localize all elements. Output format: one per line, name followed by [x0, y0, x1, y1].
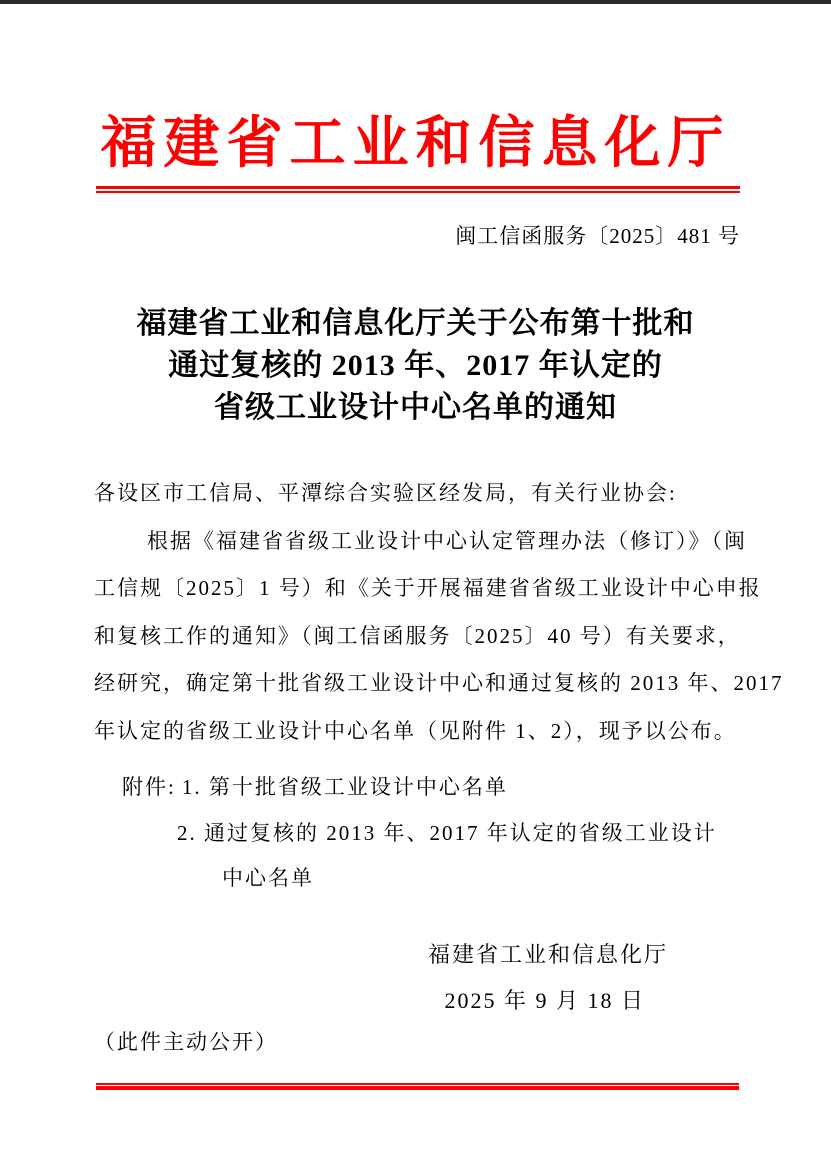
masthead-double-rule — [96, 186, 740, 193]
body-line-3: 和复核工作的通知》（闽工信函服务〔2025〕40 号）有关要求， — [94, 623, 741, 648]
notice-body — [94, 470, 784, 755]
attachment-item-2: 2. 通过复核的 2013 年、2017 年认定的省级工业设计 — [177, 820, 717, 845]
body-line-1: 根据《福建省省级工业设计中心认定管理办法（修订）》（闽 — [147, 528, 747, 553]
attachment-item-1-text: 1. 第十批省级工业设计中心名单 — [181, 775, 508, 799]
issuing-agency-signature: 福建省工业和信息化厅 — [427, 942, 668, 967]
page-top-edge — [0, 0, 831, 4]
body-line-4: 经研究，确定第十批省级工业设计中心和通过复核的 2013 年、2017 — [94, 671, 784, 695]
agency-masthead-title: 福建省工业和信息化厅 — [100, 113, 731, 175]
attachment-item-2-continued: 中心名单 — [222, 866, 314, 890]
notice-title-line-1: 福建省工业和信息化厅关于公布第十批和 — [136, 307, 695, 340]
body-line-5: 年认定的省级工业设计中心名单（见附件 1、2），现予以公布。 — [94, 718, 737, 743]
issue-date: 2025 年 9 月 18 日 — [444, 988, 645, 1013]
attachment-item-1 — [94, 765, 744, 811]
salutation-line: 各设区市工信局、平潭综合实验区经发局，有关行业协会: — [94, 481, 677, 505]
notice-title-line-3: 省级工业设计中心名单的通知 — [214, 391, 617, 424]
attachments-list — [94, 765, 744, 902]
notice-title-line-2: 通过复核的 2013 年、2017 年认定的 — [168, 349, 663, 382]
body-line-2: 工信规〔2025〕1 号）和《关于开展福建省省级工业设计中心申报 — [94, 576, 762, 600]
notice-title — [0, 303, 831, 429]
disclosure-note: （此件主动公开） — [94, 1030, 278, 1054]
footer-double-rule — [96, 1083, 739, 1090]
attachments-label: 附件: — [122, 775, 176, 799]
document-number: 闽工信函服务〔2025〕481 号 — [455, 224, 740, 248]
